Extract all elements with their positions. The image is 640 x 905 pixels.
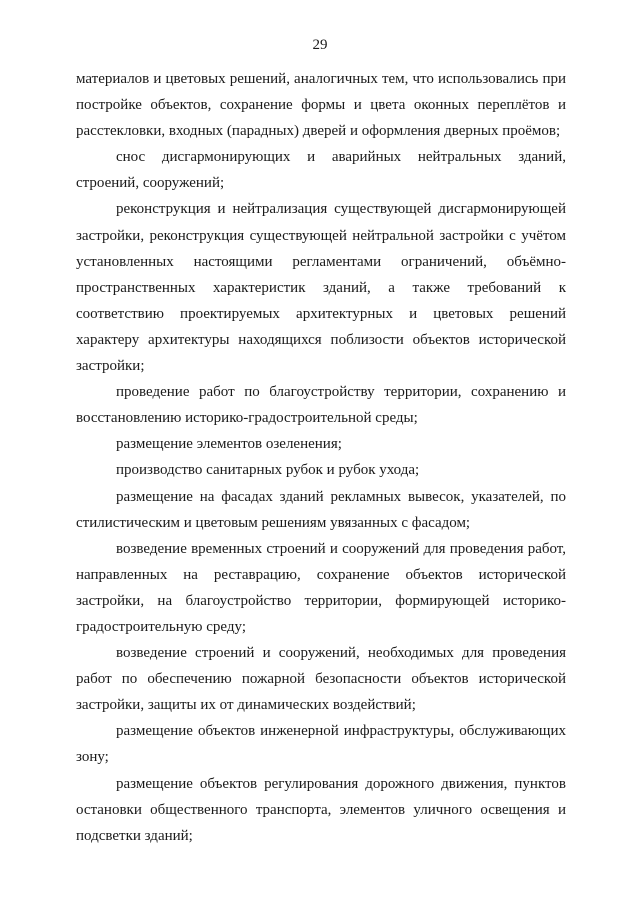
paragraph: снос дисгармонирующих и аварийных нейтральных зданий, строений, сооружений; <box>76 149 566 192</box>
paragraph: производство санитарных рубок и рубок ухода; <box>116 462 420 479</box>
paragraph: реконструкция и нейтрализация существующей дисгармонирующей застройки, реконструкция существующей нейтральной застройки с учётом установленных настоящими регламентами ограничений, объёмно-пространственных характеристик зданий, а также требований к соответствию проектируемых архитектурных и цветовых решений характеру архитектуры находящихся поблизости объектов исторической застройки; <box>76 201 566 375</box>
paragraph-continued: материалов и цветовых решений, аналогичных тем, что использовались при постройке объектов, сохранение формы и цвета оконных переплётов и расстекловки, входных (парадных) дверей и оформления дверных проёмов; <box>76 71 566 140</box>
paragraph: проведение работ по благоустройству территории, сохранению и восстановлению историко-градостроительной среды; <box>76 384 566 427</box>
paragraph: размещение на фасадах зданий рекламных вывесок, указателей, по стилистическим и цветовым решениям увязанных с фасадом; <box>76 488 566 531</box>
paragraph: размещение объектов инженерной инфраструктуры, обслуживающих зону; <box>76 723 566 766</box>
paragraph: размещение элементов озеленения; <box>116 436 342 453</box>
document-body <box>76 66 566 849</box>
paragraph: размещение объектов регулирования дорожного движения, пунктов остановки общественного транспорта, элементов уличного освещения и подсветки зданий; <box>76 775 566 844</box>
paragraph: возведение временных строений и сооружений для проведения работ, направленных на реставрацию, сохранение объектов исторической застройки, на благоустройство территории, формирующей историко-градостроительную среду; <box>76 540 566 635</box>
page-number: 29 <box>312 37 328 53</box>
paragraph: возведение строений и сооружений, необходимых для проведения работ по обеспечению пожарной безопасности объектов исторической застройки, защиты их от динамических воздействий; <box>76 645 566 714</box>
